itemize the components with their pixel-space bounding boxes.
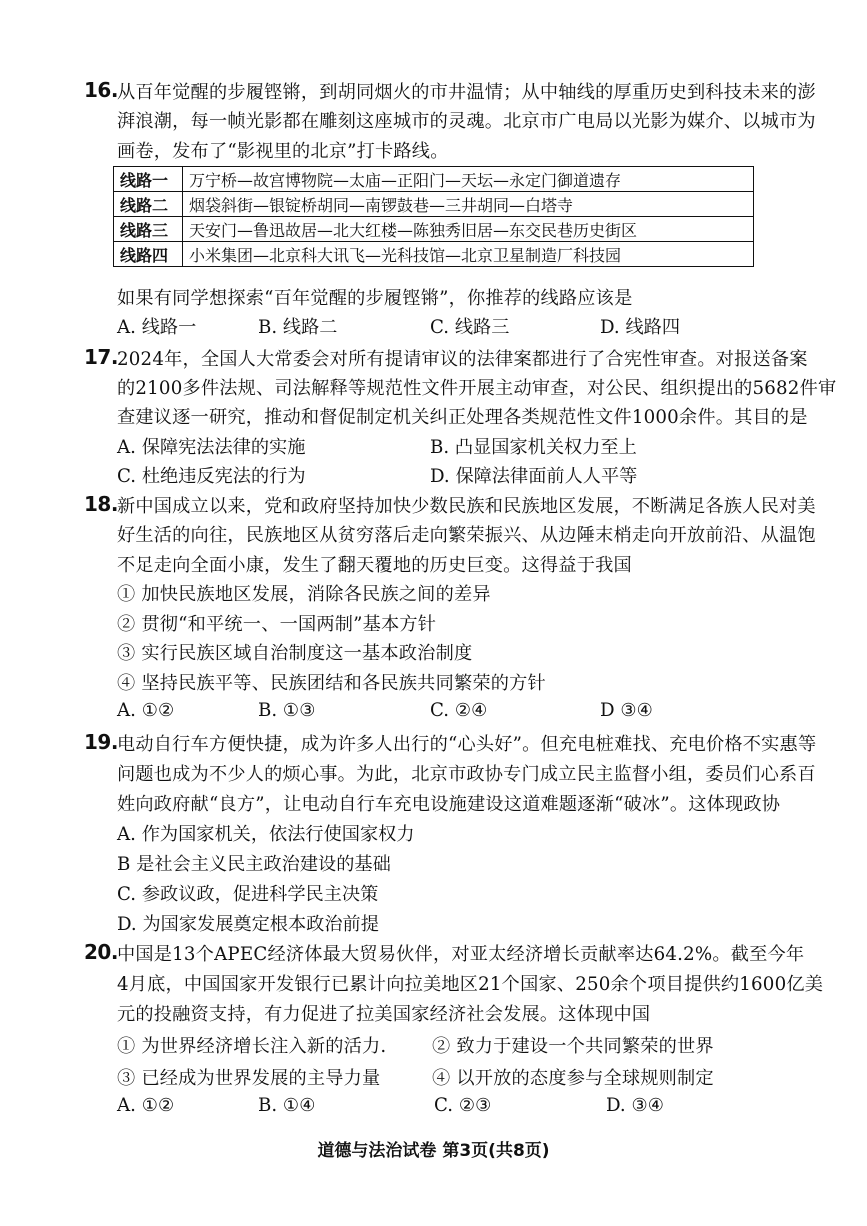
option-c: C. ②④ xyxy=(430,700,488,721)
question-number: 19. xyxy=(84,730,118,754)
option-c: C. 杜绝违反宪法的行为 xyxy=(117,466,306,487)
option-d: D. 线路四 xyxy=(600,317,681,338)
route-stops: 小米集团—北京科大讯飞—光科技馆—北京卫星制造厂科技园 xyxy=(183,242,754,267)
option-c: C. 线路三 xyxy=(430,317,510,338)
route-table xyxy=(113,166,754,267)
statement-item: ④ 以开放的态度参与全球规则制定 xyxy=(432,1068,714,1089)
table-row xyxy=(114,192,754,217)
statement-item: ③ 实行民族区域自治制度这一基本政治制度 xyxy=(117,643,473,664)
option-b: B. ①③ xyxy=(258,700,316,721)
question-stem-line: 的2100多件法规、司法解释等规范性文件开展主动审查，对公民、组织提出的5682件审 xyxy=(117,378,837,399)
statement-item: ④ 坚持民族平等、民族团结和各民族共同繁荣的方针 xyxy=(117,673,546,694)
table-row xyxy=(114,167,754,192)
question-stem-line: 新中国成立以来，党和政府坚持加快少数民族和民族地区发展，不断满足各族人民对美 xyxy=(117,496,816,517)
option-c: C. ②③ xyxy=(434,1095,492,1116)
route-stops: 万宁桥—故宫博物院—太庙—正阳门—天坛—永定门御道遗存 xyxy=(183,167,754,192)
question-stem-line: 2024年，全国人大常委会对所有提请审议的法律案都进行了合宪性审查。对报送备案 xyxy=(117,349,808,370)
statement-item: ① 加快民族地区发展，消除各民族之间的差异 xyxy=(117,584,491,605)
page-footer: 道德与法治试卷 第3页(共8页) xyxy=(317,1141,550,1161)
question-stem-line: 中国是13个APEC经济体最大贸易伙伴，对亚太经济增长贡献率达64.2%。截至今年 xyxy=(117,944,805,965)
option-a: A. 保障宪法法律的实施 xyxy=(117,437,306,458)
route-name: 线路二 xyxy=(114,192,183,217)
option-a: A. 线路一 xyxy=(117,317,197,338)
question-stem-line: 从百年觉醒的步履铿锵，到胡同烟火的市井温情；从中轴线的厚重历史到科技未来的澎 xyxy=(117,82,816,103)
option-d: D. ③④ xyxy=(606,1095,665,1116)
route-name: 线路四 xyxy=(114,242,183,267)
option-b: B. 凸显国家机关权力至上 xyxy=(430,437,637,458)
option-d: D. 保障法律面前人人平等 xyxy=(430,466,638,487)
question-number: 17. xyxy=(84,345,118,369)
question-stem-line: 电动自行车方便快捷，成为许多人出行的“心头好”。但充电桩难找、充电价格不实惠等 xyxy=(117,734,817,755)
question-stem-line: 查建议逐一研究，推动和督促制定机关纠正处理各类规范性文件1000余件。其目的是 xyxy=(117,407,808,428)
route-name: 线路一 xyxy=(114,167,183,192)
question-stem-line: 好生活的向往，民族地区从贫穷落后走向繁荣振兴、从边陲末梢走向开放前沿、从温饱 xyxy=(117,525,816,546)
option-a: A. 作为国家机关，依法行使国家权力 xyxy=(117,824,415,845)
statement-item: ① 为世界经济增长注入新的活力. xyxy=(117,1036,387,1057)
question-stem-line: 元的投融资支持，有力促进了拉美国家经济社会发展。这体现中国 xyxy=(117,1004,651,1025)
statement-item: ② 贯彻“和平统一、一国两制”基本方针 xyxy=(117,614,437,635)
question-number: 20. xyxy=(84,940,118,964)
question-stem-line: 问题也成为不少人的烦心事。为此，北京市政协专门成立民主监督小组，委员们心系百 xyxy=(117,764,816,785)
option-b: B 是社会主义民主政治建设的基础 xyxy=(117,854,391,875)
option-b: B. 线路二 xyxy=(258,317,338,338)
question-stem-line: 不足走向全面小康，发生了翻天覆地的历史巨变。这得益于我国 xyxy=(117,555,632,576)
question-stem-line: 4月底，中国国家开发银行已累计向拉美地区21个国家、250余个项目提供约1600亿美 xyxy=(117,974,824,995)
route-stops: 烟袋斜街—银锭桥胡同—南锣鼓巷—三井胡同—白塔寺 xyxy=(183,192,754,217)
option-d: D. 为国家发展奠定根本政治前提 xyxy=(117,914,379,935)
table-row xyxy=(114,217,754,242)
question-number: 16. xyxy=(84,78,118,102)
option-b: B. ①④ xyxy=(258,1095,316,1116)
option-d: D ③④ xyxy=(600,700,653,721)
option-a: A. ①② xyxy=(117,1095,175,1116)
question-stem-line: 湃浪潮，每一帧光影都在雕刻这座城市的灵魂。北京市广电局以光影为媒介、以城市为 xyxy=(117,111,816,132)
option-a: A. ①② xyxy=(117,700,175,721)
statement-item: ② 致力于建设一个共同繁荣的世界 xyxy=(432,1036,714,1057)
question-prompt: 如果有同学想探索“百年觉醒的步履铿锵”，你推荐的线路应该是 xyxy=(117,288,633,309)
table-row xyxy=(114,242,754,267)
question-stem-line: 姓向政府献“良方”，让电动自行车充电设施建设这道难题逐渐“破冰”。这体现政协 xyxy=(117,794,781,815)
statement-item: ③ 已经成为世界发展的主导力量 xyxy=(117,1068,381,1089)
question-stem-line: 画卷，发布了“影视里的北京”打卡路线。 xyxy=(117,141,449,162)
question-number: 18. xyxy=(84,492,118,516)
route-stops: 天安门—鲁迅故居—北大红楼—陈独秀旧居—东交民巷历史街区 xyxy=(183,217,754,242)
route-name: 线路三 xyxy=(114,217,183,242)
option-c: C. 参政议政，促进科学民主决策 xyxy=(117,884,379,905)
